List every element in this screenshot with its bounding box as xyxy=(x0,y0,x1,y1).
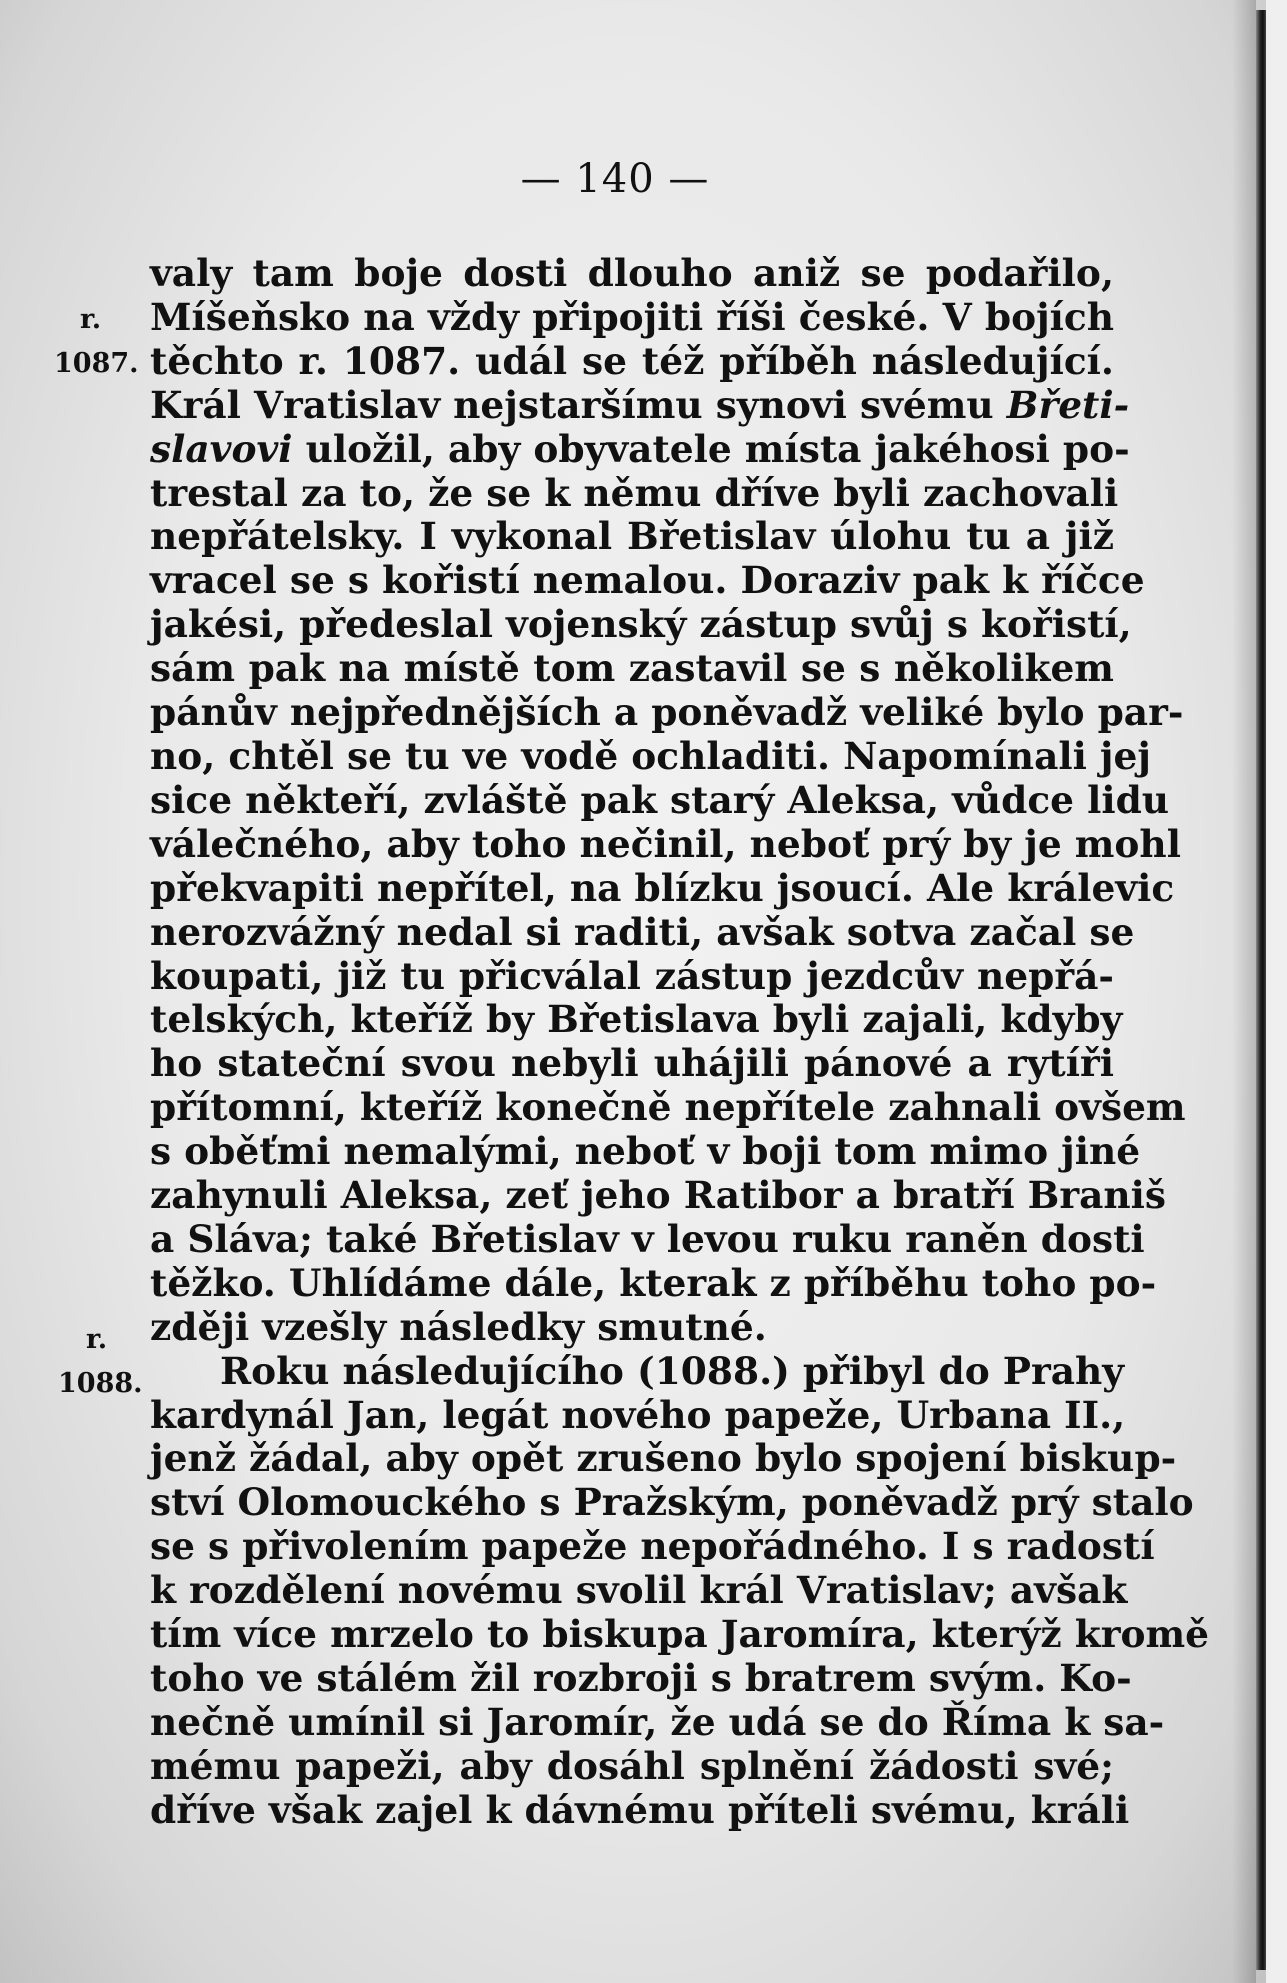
text-line: nečně umínil si Jaromír, že udá se do Říma k sa- xyxy=(150,1699,1165,1744)
text-line: nerozvážný nedal si raditi, avšak sotva začal se xyxy=(150,909,1135,954)
margin-note-r-1: r. xyxy=(80,304,102,335)
text-line: tím více mrzelo to biskupa Jaromíra, kterýž kromě xyxy=(150,1612,1210,1657)
margin-note-1087: 1087. xyxy=(54,348,139,379)
text-line xyxy=(150,382,1130,428)
text-line: kardynál Jan, legát nového papeže, Urbana II., xyxy=(150,1392,1126,1437)
text-line: Roku následujícího (1088.) přibyl do Prahy xyxy=(220,1348,1125,1393)
margin-note-r-2: r. xyxy=(86,1324,108,1355)
text-line: vracel se s kořistí nemalou. Doraziv pak k říčce xyxy=(150,558,1145,603)
text-line: zději vzešly následky smutné. xyxy=(150,1304,767,1349)
text-line: no, chtěl se tu ve vodě ochladiti. Napomínali jej xyxy=(150,733,1151,778)
text-line xyxy=(150,426,1130,472)
text-line: sice někteří, zvláště pak starý Aleksa, vůdce lidu xyxy=(150,777,1170,822)
text-line: mému papeži, aby dosáhl splnění žádosti své; xyxy=(150,1743,1114,1788)
text-line: a Sláva; také Břetislav v levou ruku raněn dosti xyxy=(150,1216,1145,1261)
text-line: zahynuli Aleksa, zeť jeho Ratibor a bratří Braniš xyxy=(150,1173,1167,1218)
text-line: trestal za to, že se k němu dříve byli zachovali xyxy=(150,470,1119,515)
text-line: dříve však zajel k dávnému příteli svému, králi xyxy=(150,1787,1130,1832)
text-line: toho ve stálém žil rozbroji s bratrem svým. Ko- xyxy=(150,1656,1132,1700)
text-line: překvapiti nepřítel, na blízku jsoucí. Ale králevic xyxy=(150,865,1175,910)
text-line: valy tam boje dosti dlouho aniž se podařilo, xyxy=(150,251,1114,295)
text-line: jenž žádal, aby opět zrušeno bylo spojení biskup- xyxy=(150,1436,1177,1481)
text-line: těchto r. 1087. udál se též příběh následující. xyxy=(150,338,1114,383)
text-line: se s přivolením papeže nepořádného. I s radostí xyxy=(150,1524,1155,1569)
text-line: Míšeňsko na vždy připojiti říši české. V bojích xyxy=(150,294,1114,339)
text-line: ství Olomouckého s Pražským, poněvadž prý stalo xyxy=(150,1480,1194,1525)
body-text xyxy=(150,251,1210,1833)
text-line: nepřátelsky. I vykonal Břetislav úlohu tu a již xyxy=(150,514,1114,559)
gutter-shadow xyxy=(1232,0,1256,1983)
text-line: telských, kteříž by Břetislava byli zajali, kdyby xyxy=(150,997,1123,1042)
text-line: jakési, předeslal vojenský zástup svůj s kořistí, xyxy=(150,602,1132,647)
text-line: koupati, již tu přicválal zástup jezdcův nepřá- xyxy=(150,953,1114,998)
italic-name: slavovi xyxy=(150,426,293,471)
text-line: k rozdělení novému svolil král Vratislav; avšak xyxy=(150,1568,1128,1613)
text-line: sám pak na místě tom zastavil se s několikem xyxy=(150,646,1114,691)
text-line: s oběťmi nemalými, neboť v boji tom mimo jiné xyxy=(150,1129,1141,1174)
text-segment: Král Vratislav nejstaršímu synovi svému xyxy=(150,382,994,427)
text-segment: uložil, aby obyvatele místa jakéhosi po- xyxy=(305,426,1130,471)
page-number: — 140 — xyxy=(520,156,710,202)
scan-margin xyxy=(1266,0,1287,1983)
margin-note-1088: 1088. xyxy=(58,1368,143,1399)
text-line: těžko. Uhlídáme dále, kterak z příběhu toho po- xyxy=(150,1260,1157,1305)
text-line: ho stateční svou nebyli uhájili pánové a rytíři xyxy=(150,1041,1114,1086)
gutter-edge xyxy=(1256,10,1266,1970)
italic-name: Břeti- xyxy=(1006,382,1130,427)
text-line: válečného, aby toho nečinil, neboť prý by je mohl xyxy=(150,821,1181,866)
text-line: přítomní, kteříž konečně nepřítele zahnali ovšem xyxy=(150,1085,1186,1130)
text-line: pánův nejpřednějších a poněvadž veliké bylo par- xyxy=(150,690,1184,735)
